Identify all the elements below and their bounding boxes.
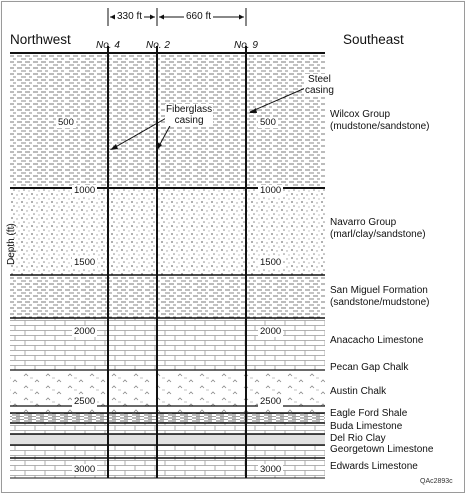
layer-8 [10, 423, 325, 434]
fiberglass-casing-text: Fiberglass casing [166, 104, 213, 126]
formation-pecan-gap: Pecan Gap Chalk [330, 362, 409, 373]
formation-edwards: Edwards Limestone [330, 461, 418, 472]
formation-eagle-ford: Eagle Ford Shale [330, 408, 408, 419]
depth-1500-left: 1500 [74, 257, 96, 268]
spacing-right-label: 660 ft [186, 11, 212, 22]
well-label-no-4: No. 4 [96, 40, 120, 51]
depth-1000-left: 1000 [74, 185, 96, 196]
formation-navarro: Navarro Group (marl/clay/sandstone) [330, 217, 426, 240]
well-label-no-2: No. 2 [146, 40, 170, 51]
figure-code: QAc2893c [420, 478, 453, 485]
steel-casing-label [304, 74, 335, 96]
layer-10 [10, 445, 325, 458]
depth-1500-right: 1500 [260, 257, 282, 268]
formation-georgetown: Georgetown Limestone [330, 444, 434, 455]
formation-san-miguel: San Miguel Formation (sandstone/mudstone) [330, 285, 430, 308]
formation-del-rio: Del Rio Clay [330, 433, 386, 444]
steel-casing-text: Steel casing [305, 74, 334, 96]
southeast-label: Southeast [343, 32, 404, 47]
spacing-left-label: 330 ft [117, 11, 143, 22]
depth-2500-right: 2500 [260, 396, 282, 407]
layer-3 [10, 275, 325, 318]
depth-2000-right: 2000 [260, 326, 282, 337]
layer-7 [10, 413, 325, 423]
well-label-no-9: No. 9 [234, 40, 258, 51]
depth-axis-label: Depth (ft) [6, 223, 17, 265]
layer-9 [10, 434, 325, 445]
fiberglass-casing-label [165, 104, 213, 126]
formation-wilcox: Wilcox Group (mudstone/sandstone) [330, 109, 430, 132]
formation-anacacho: Anacacho Limestone [330, 335, 424, 346]
depth-3000-right: 3000 [260, 464, 282, 475]
depth-2000-left: 2000 [74, 326, 96, 337]
depth-3000-left: 3000 [74, 464, 96, 475]
arrowhead [159, 15, 164, 20]
formation-austin: Austin Chalk [330, 386, 387, 397]
arrowhead [150, 15, 155, 20]
northwest-label: Northwest [10, 32, 71, 47]
depth-1000-right: 1000 [260, 185, 282, 196]
layer-6 [10, 406, 325, 413]
depth-500-left: 500 [58, 117, 74, 128]
arrowhead [239, 15, 244, 20]
formation-buda: Buda Limestone [330, 421, 403, 432]
depth-500-right: 500 [260, 117, 276, 128]
depth-2500-left: 2500 [74, 396, 96, 407]
